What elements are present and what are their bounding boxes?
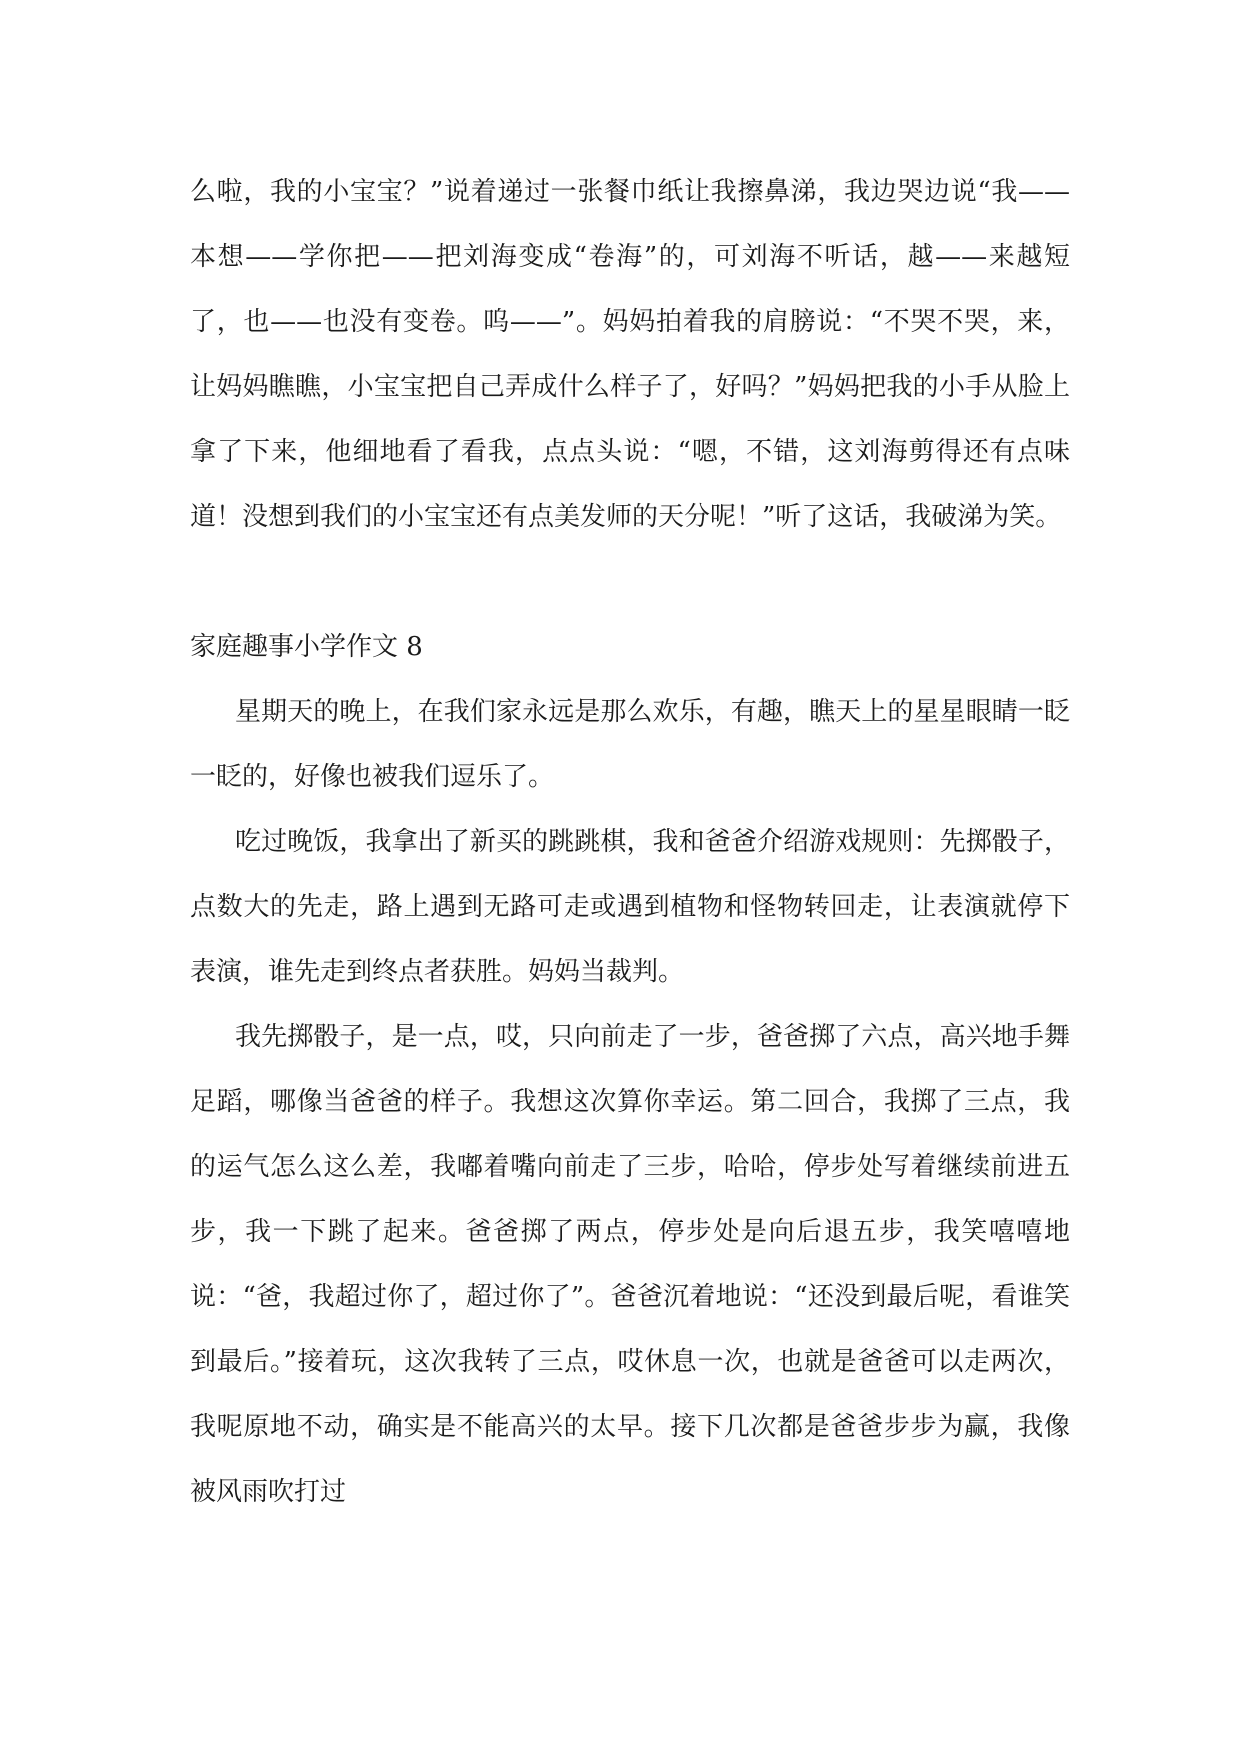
body-paragraph-2: 吃过晚饭，我拿出了新买的跳跳棋，我和爸爸介绍游戏规则：先掷骰子，点数大的先走，路上遇到无路可走或遇到植物和怪物转回走，让表演就停下表演，谁先走到终点者获胜。妈妈当裁判。 bbox=[190, 827, 1070, 987]
body-paragraph-1: 星期天的晚上，在我们家永远是那么欢乐，有趣，瞧天上的星星眼睛一眨一眨的，好像也被我们逗乐了。 bbox=[190, 697, 1070, 792]
body-paragraph-3: 我先掷骰子，是一点，哎，只向前走了一步，爸爸掷了六点，高兴地手舞足蹈，哪像当爸爸的样子。我想这次算你幸运。第二回合，我掷了三点，我的运气怎么这么差，我嘟着嘴向前走了三步，哈哈，停步处写着继续前进五步，我一下跳了起来。爸爸掷了两点，停步处是向后退五步，我笑嘻嘻地说：“爸，我超过你了，超过你了”。爸爸沉着地说：“还没到最后呢，看谁笑到最后。”接着玩，这次我转了三点，哎休息一次，也就是爸爸可以走两次，我呢原地不动，确实是不能高兴的太早。接下几次都是爸爸步步为赢，我像被风雨吹打过 bbox=[190, 1022, 1070, 1507]
document-body bbox=[190, 160, 1070, 1525]
section-heading: 家庭趣事小学作文 8 bbox=[190, 632, 423, 662]
continuation-paragraph: 么啦，我的小宝宝？”说着递过一张餐巾纸让我擦鼻涕，我边哭边说“我——本想——学你把——把刘海变成“卷海”的，可刘海不听话，越——来越短了，也——也没有变卷。呜——”。妈妈拍着我的肩膀说：“不哭不哭，来，让妈妈瞧瞧，小宝宝把自己弄成什么样子了，好吗？”妈妈把我的小手从脸上拿了下来，他细地看了看我，点点头说：“嗯，不错，这刘海剪得还有点味道！没想到我们的小宝宝还有点美发师的天分呢！”听了这话，我破涕为笑。 bbox=[190, 177, 1070, 532]
